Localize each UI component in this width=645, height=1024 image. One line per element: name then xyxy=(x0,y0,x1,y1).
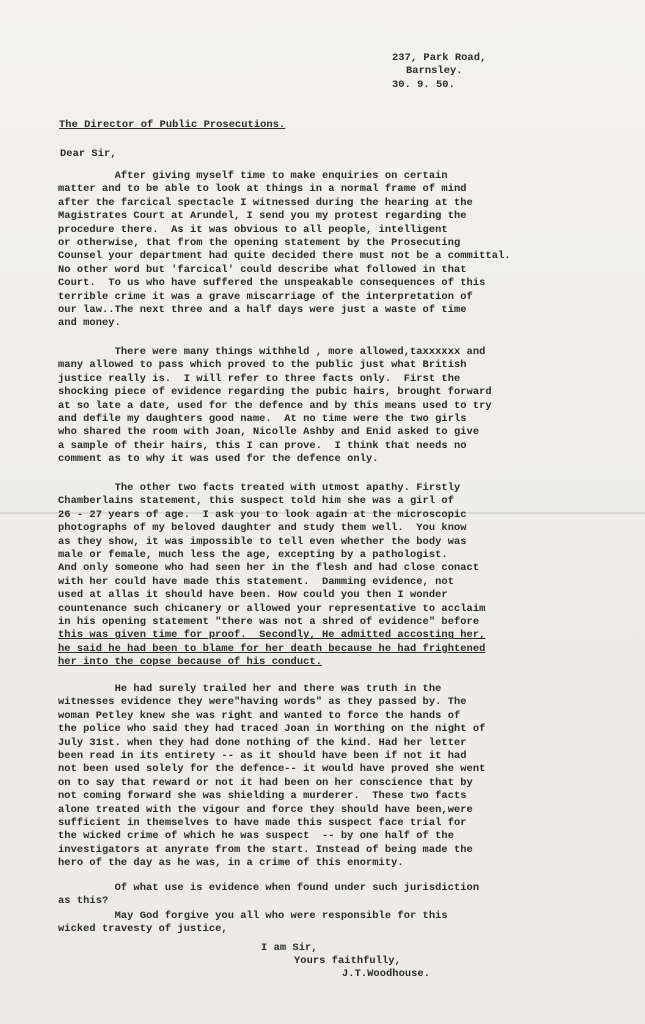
paragraph-line: as they show, it was impossible to tell even whether the body was xyxy=(58,535,467,548)
address-street: 237, Park Road, xyxy=(392,52,487,64)
paragraph-line: comment as to why it was used for the defence only. xyxy=(58,453,379,466)
paragraph-line: May God forgive you all who were responsible for this xyxy=(58,910,448,922)
paragraph-line: male or female, much less the age, excepting by a pathologist. xyxy=(58,549,448,562)
underlined-line: her into the copse because of his conduct. xyxy=(58,656,322,669)
paragraph-line: hero of the day as he was, in a crime of this enormity. xyxy=(58,857,404,870)
paragraph-2 xyxy=(58,346,643,467)
paragraph-line: and money. xyxy=(58,317,121,330)
paragraph-line: in his opening statement "there was not a shred of evidence" before xyxy=(58,616,480,629)
paragraph-line: Of what use is evidence when found under such jurisdiction xyxy=(58,882,480,894)
paragraph-line: Magistrates Court at Arundel, I send you my protest regarding the xyxy=(58,210,467,223)
paragraph-line: investigators at anyrate from the start. Instead of being made the xyxy=(58,843,473,856)
paragraph-line: on to say that reward or not it had been on her conscience that by xyxy=(58,776,473,789)
paragraph-line: woman Petley knew she was right and wanted to force the hands of xyxy=(58,709,461,722)
paragraph-line: with her could have made this statement. Damming evidence, not xyxy=(58,575,454,588)
paragraph-line: the police who said they had traced Joan in Worthing on the night of xyxy=(58,723,486,736)
paragraph-line: After giving myself time to make enquiries on certain xyxy=(58,170,448,182)
paragraph-line: witnesses evidence they were"having words" as they passed by. The xyxy=(58,696,467,709)
paragraph-6 xyxy=(58,910,643,937)
paragraph-line: as this? xyxy=(58,895,109,908)
paragraph-line: justice really is. I will refer to three facts only. First the xyxy=(58,372,461,385)
paragraph-line: procedure there. As it was obvious to all people, intelligent xyxy=(58,223,448,236)
recipient: The Director of Public Prosecutions. xyxy=(59,119,286,131)
sender-address xyxy=(392,52,486,92)
paragraph-line: a sample of their hairs, this I can prove. I think that needs no xyxy=(58,439,467,452)
paragraph-line: wicked travesty of justice, xyxy=(58,923,228,936)
paragraph-4 xyxy=(58,683,643,871)
paragraph-line: not coming forward she was shielding a murderer. These two facts xyxy=(58,790,467,803)
closing-line: I am Sir, xyxy=(261,942,318,954)
paragraph-line: photographs of my beloved daughter and study them well. You know xyxy=(58,522,467,535)
paragraph-1 xyxy=(58,170,643,331)
paragraph-line: the wicked crime of which he was suspect -- by one half of the xyxy=(58,830,454,843)
paragraph-line: many allowed to pass which proved to the public just what British xyxy=(58,359,467,372)
paragraph-line: July 31st. when they had done nothing of the kind. Had her letter xyxy=(58,736,467,749)
paragraph-line: not been used solely for the defence-- it would have proved she went xyxy=(58,763,486,776)
paragraph-line: matter and to be able to look at things in a normal frame of mind xyxy=(58,183,467,196)
paragraph-5 xyxy=(58,882,643,909)
paragraph-line: The other two facts treated with utmost apathy. Firstly xyxy=(58,482,461,494)
paragraph-line: Counsel your department had quite decided there must not be a committal. xyxy=(58,250,511,263)
paragraph-line: used at allas it should have been. How could you then I wonder xyxy=(58,589,448,602)
paragraph-line: countenance such chicanery or allowed your representative to acclaim xyxy=(58,602,486,615)
paragraph-line: 26 - 27 years of age. I ask you to look again at the microscopic xyxy=(58,508,467,521)
paragraph-line: at so late a date, used for the defence and by this means used to try xyxy=(58,399,492,412)
paragraph-line: sufficient in themselves to have made this suspect face trial for xyxy=(58,817,467,830)
closing-valediction: Yours faithfully, xyxy=(294,955,401,967)
address-town: Barnsley. xyxy=(406,65,463,78)
paragraph-line: And only someone who had seen her in the flesh and had close conact xyxy=(58,562,480,575)
paragraph-line: shocking piece of evidence regarding the pubic hairs, brought forward xyxy=(58,386,492,399)
paragraph-line: who shared the room with Joan, Nicolle Ashby and Enid asked to give xyxy=(58,426,480,439)
salutation: Dear Sir, xyxy=(60,148,117,160)
paragraph-line: No other word but 'farcical' could describe what followed in that xyxy=(58,263,467,276)
paragraph-line: There were many things withheld , more allowed,taxxxxxx and xyxy=(58,346,486,358)
paragraph-line: alone treated with the vigour and force they should have been,were xyxy=(58,803,473,816)
paragraph-line: after the farcical spectacle I witnessed during the hearing at the xyxy=(58,196,473,209)
paragraph-line: been read in its entirety -- as it should have been if not it had xyxy=(58,750,467,763)
address-date: 30. 9. 50. xyxy=(392,78,455,91)
paragraph-3 xyxy=(58,482,643,670)
underlined-line: this was given time for proof. Secondly, He admitted accosting her, xyxy=(58,629,486,642)
underlined-line: he said he had been to blame for her death because he had frightened xyxy=(58,642,486,655)
paragraph-line: and defile my daughters good name. At no time were the two girls xyxy=(58,413,467,426)
paragraph-line: our law..The next three and a half days were just a waste of time xyxy=(58,304,467,317)
paragraph-line: Court. To us who have suffered the unspeakable consequences of this xyxy=(58,277,486,290)
signature: J.T.Woodhouse. xyxy=(342,968,430,980)
paragraph-line: He had surely trailed her and there was truth in the xyxy=(58,683,442,695)
paragraph-line: Chamberlains statement, this suspect told him she was a girl of xyxy=(58,495,454,508)
paragraph-line: terrible crime it was a grave miscarriage of the interpretation of xyxy=(58,290,473,303)
paragraph-line: or otherwise, that from the opening statement by the Prosecuting xyxy=(58,237,461,250)
